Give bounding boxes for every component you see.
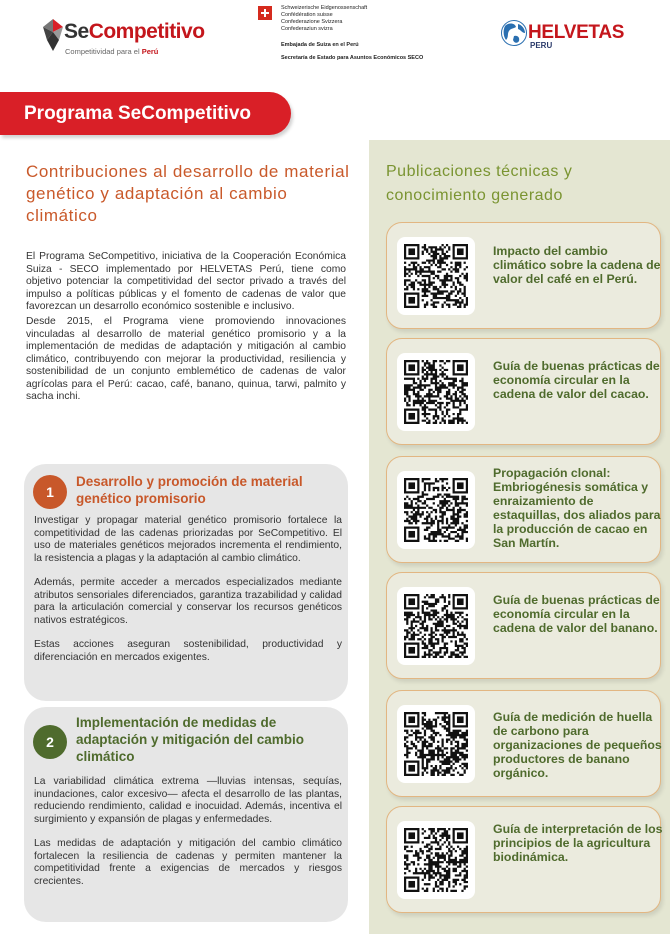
intro-paragraph: Desde 2015, el Programa viene promoviendo innovaciones vinculadas al desarrollo de material genético promisorio y a la implementación de medidas de adaptación y mitigación al cambio climático, contribuyendo con mejorar la productividad, resiliencia y sostenibilidad de un conjunto emblemético de cadenas de valor agrícolas para el Perú: cacao, café, banano, quinua, tarwi, palmito y sacha inchi. <box>26 316 346 402</box>
secompetitivo-mark-icon <box>42 18 64 52</box>
card-body <box>34 776 342 900</box>
publications-title: Publicaciones técnicas y conocimiento generado <box>386 163 573 204</box>
helvetas-logo <box>498 18 638 52</box>
helvetas-country: PERU <box>530 41 553 50</box>
swiss-line-4: Confederaziun svizra <box>281 26 333 32</box>
card-paragraph: Además, permite acceder a mercados especializados mediante atributos sensoriales diferenciados, garantiza trazabilidad y calidad para la articulación comercial y conservar los recursos genéticos nativos estratégicos. <box>34 577 342 626</box>
publication-title: Guía de buenas prácticas de economía circular en la cadena de valor del cacao. <box>493 359 660 401</box>
number-badge: 2 <box>33 725 67 759</box>
contributions-title: Contribuciones al desarrollo de material genético y adaptación al cambio climático <box>26 162 350 225</box>
secompetitivo-tagline: Competitividad para el <box>65 47 140 56</box>
swiss-confederation-logo <box>258 4 458 66</box>
qr-code-icon[interactable] <box>404 360 468 424</box>
swiss-line-3: Confederazione Svizzera <box>281 19 343 25</box>
globe-icon <box>500 18 528 48</box>
swiss-seco: Secretaría de Estado para Asuntos Económicos SECO <box>281 55 424 61</box>
secompetitivo-name-se: Se <box>64 20 89 43</box>
card-title: Desarrollo y promoción de material genético promisorio <box>76 474 303 506</box>
program-banner <box>0 92 291 135</box>
card-paragraph: Las medidas de adaptación y mitigación del cambio climático fortalecen la resiliencia de cadenas y permiten mantener la competitividad frente a exigencias de mercados y riesgos crecientes. <box>34 838 342 887</box>
secompetitivo-tagline-peru: Perú <box>141 47 159 56</box>
banner-title: Programa SeCompetitivo <box>24 103 251 124</box>
qr-code-icon[interactable] <box>404 478 468 542</box>
number-badge: 1 <box>33 475 67 509</box>
qr-code-icon[interactable] <box>404 828 468 892</box>
card-body <box>34 515 342 676</box>
intro-text <box>26 251 346 406</box>
helvetas-name: HELVETAS <box>528 22 625 43</box>
publication-title: Impacto del cambio climático sobre la cadena de valor del café en el Perú. <box>493 244 661 286</box>
card-paragraph: Estas acciones aseguran sostenibilidad, productividad y diferenciación en mercados exigentes. <box>34 639 342 663</box>
publication-title: Guía de medición de huella de carbono para organizaciones de pequeños productores de banano orgánico. <box>493 710 662 780</box>
card-paragraph: La variabilidad climática extrema —lluvias intensas, sequías, inundaciones, calor excesivo— afecta el desarrollo de las plantas, reduciendo rendimiento, calidad e inocuidad. Además, incentiva el surgimiento y expansión de plagas y enfermedades. <box>34 776 342 825</box>
publication-title: Propagación clonal: Embriogénesis somática y enraizamiento de estaquillas, dos aliados para la producción de cacao en San Martín. <box>493 466 661 550</box>
publication-card[interactable] <box>386 572 661 679</box>
intro-paragraph: El Programa SeCompetitivo, iniciativa de la Cooperación Económica Suiza - SECO implementado por HELVETAS Perú, tiene como objetivo potenciar la competitividad del sector privado a través del impulso a políticas públicas y el fomento de cadenas de valor que favorezcan un desarrollo económico sostenible e inclusivo. <box>26 251 346 312</box>
publication-title: Guía de interpretación de los principios de la agricultura biodinámica. <box>493 822 663 864</box>
swiss-flag-icon <box>258 6 272 20</box>
secompetitivo-name-competitivo: Competitivo <box>88 20 205 43</box>
swiss-line-1: Schweizerische Eidgenossenschaft <box>281 5 368 11</box>
qr-code-icon[interactable] <box>404 594 468 658</box>
publication-card[interactable] <box>386 338 661 445</box>
publication-card[interactable] <box>386 690 661 797</box>
card-title: Implementación de medidas de adaptación y mitigación del cambio climático <box>76 715 305 764</box>
swiss-line-2: Confédération suisse <box>281 12 333 18</box>
publication-card[interactable] <box>386 222 661 329</box>
card-genetic-material <box>24 464 348 701</box>
secompetitivo-logo <box>40 14 205 62</box>
publication-card[interactable] <box>386 806 661 913</box>
qr-code-icon[interactable] <box>404 712 468 776</box>
publication-title: Guía de buenas prácticas de economía circular en la cadena de valor del banano. <box>493 593 660 635</box>
publication-card[interactable] <box>386 456 661 563</box>
qr-code-icon[interactable] <box>404 244 468 308</box>
swiss-embassy: Embajada de Suiza en el Perú <box>281 42 359 48</box>
card-paragraph: Investigar y propagar material genético promisorio fortalece la competitividad de las cadenas priorizadas por SeCompetitivo. El uso de materiales genéticos mejorados incrementa el rendimiento, la resistencia a plagas y la adaptación al cambio climático. <box>34 515 342 564</box>
card-climate-adaptation <box>24 707 348 922</box>
